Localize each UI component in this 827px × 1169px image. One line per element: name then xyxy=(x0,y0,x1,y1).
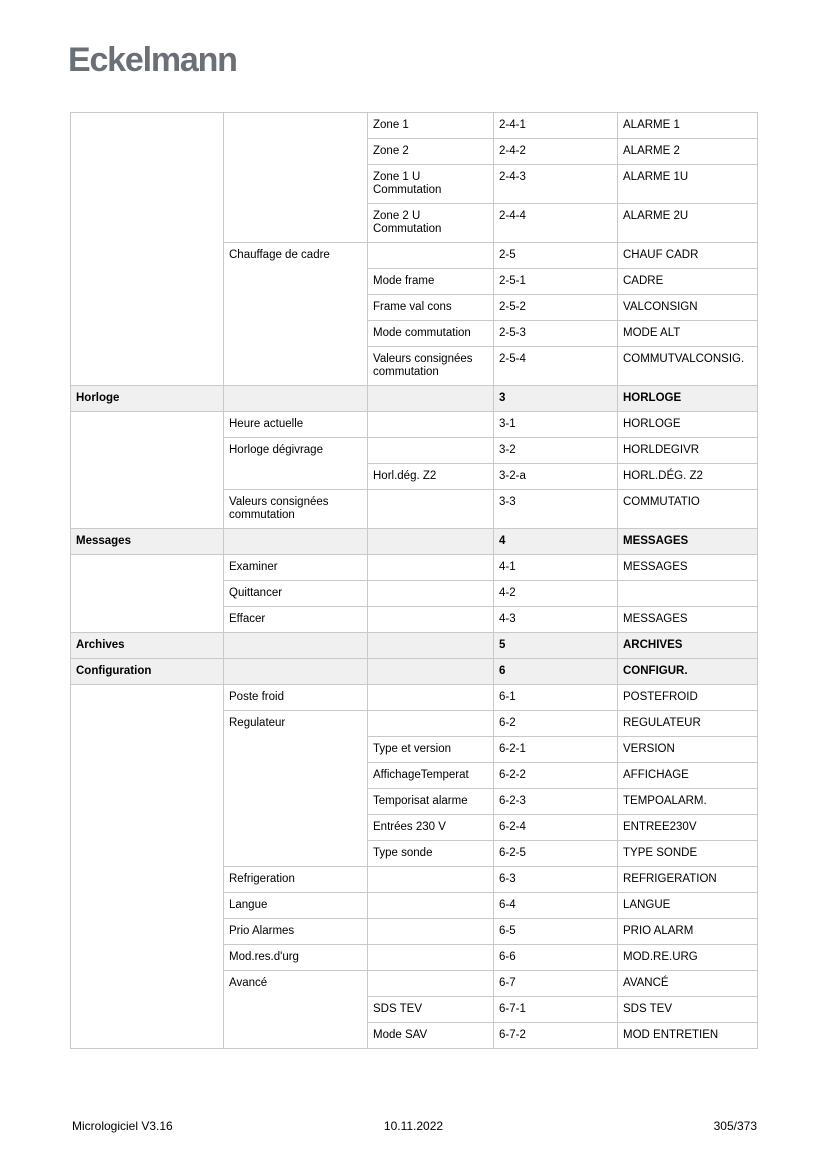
cell-menu-level-3 xyxy=(368,919,494,945)
cell-display-text: TEMPOALARM. xyxy=(618,789,758,815)
cell-menu-level-3: Mode frame xyxy=(368,269,494,295)
page-footer xyxy=(70,1118,757,1134)
cell-menu-level-3 xyxy=(368,893,494,919)
cell-menu-level-3: Mode commutation xyxy=(368,321,494,347)
cell-menu-level-2 xyxy=(224,386,368,412)
cell-menu-level-1: Configuration xyxy=(71,659,224,685)
cell-display-text: TYPE SONDE xyxy=(618,841,758,867)
footer-page-number: 305/373 xyxy=(713,1119,757,1133)
cell-menu-level-2: Quittancer xyxy=(224,581,368,607)
cell-menu-level-3: Frame val cons xyxy=(368,295,494,321)
cell-display-text: PRIO ALARM xyxy=(618,919,758,945)
cell-menu-code: 4-2 xyxy=(494,581,618,607)
cell-menu-level-2: Prio Alarmes xyxy=(224,919,368,945)
cell-menu-code: 3-1 xyxy=(494,412,618,438)
cell-menu-level-2: Avancé xyxy=(224,971,368,1049)
cell-menu-level-2: Horloge dégivrage xyxy=(224,438,368,490)
cell-display-text: MESSAGES xyxy=(618,555,758,581)
cell-menu-level-3 xyxy=(368,529,494,555)
cell-menu-level-3: Valeurs consignées commutation xyxy=(368,347,494,386)
cell-display-text: HORLOGE xyxy=(618,412,758,438)
cell-menu-code: 2-5-4 xyxy=(494,347,618,386)
cell-display-text: CONFIGUR. xyxy=(618,659,758,685)
cell-menu-level-3 xyxy=(368,386,494,412)
cell-display-text: COMMUTVALCONSIG. xyxy=(618,347,758,386)
cell-display-text: ENTREE230V xyxy=(618,815,758,841)
cell-menu-level-1 xyxy=(71,685,224,1049)
cell-menu-code: 3 xyxy=(494,386,618,412)
cell-menu-level-3 xyxy=(368,438,494,464)
menu-structure-table xyxy=(70,112,758,1049)
section-row xyxy=(71,529,758,555)
cell-menu-level-3: AffichageTemperat xyxy=(368,763,494,789)
cell-display-text xyxy=(618,581,758,607)
cell-display-text: AFFICHAGE xyxy=(618,763,758,789)
table-row xyxy=(71,113,758,139)
cell-menu-code: 4-3 xyxy=(494,607,618,633)
cell-menu-level-3 xyxy=(368,633,494,659)
cell-menu-code: 6-2-2 xyxy=(494,763,618,789)
cell-menu-level-3: Zone 1 U Commutation xyxy=(368,165,494,204)
cell-menu-level-2: Heure actuelle xyxy=(224,412,368,438)
cell-menu-code: 2-5-3 xyxy=(494,321,618,347)
cell-menu-level-2: Examiner xyxy=(224,555,368,581)
cell-menu-code: 4 xyxy=(494,529,618,555)
cell-display-text: HORL.DÉG. Z2 xyxy=(618,464,758,490)
cell-menu-level-3: Horl.dég. Z2 xyxy=(368,464,494,490)
cell-menu-code: 6-2-5 xyxy=(494,841,618,867)
cell-menu-code: 6-7-1 xyxy=(494,997,618,1023)
cell-display-text: SDS TEV xyxy=(618,997,758,1023)
cell-menu-code: 6-4 xyxy=(494,893,618,919)
cell-menu-level-2 xyxy=(224,529,368,555)
cell-menu-code: 4-1 xyxy=(494,555,618,581)
cell-menu-level-2: Poste froid xyxy=(224,685,368,711)
cell-menu-code: 6-7-2 xyxy=(494,1023,618,1049)
cell-display-text: ALARME 1 xyxy=(618,113,758,139)
cell-menu-level-2: Refrigeration xyxy=(224,867,368,893)
table-row xyxy=(71,412,758,438)
cell-menu-level-3 xyxy=(368,971,494,997)
cell-menu-level-1 xyxy=(71,412,224,529)
cell-menu-level-3 xyxy=(368,685,494,711)
cell-menu-level-2: Valeurs consignées commutation xyxy=(224,490,368,529)
cell-menu-level-3: Zone 1 xyxy=(368,113,494,139)
cell-menu-level-1 xyxy=(71,113,224,386)
cell-menu-level-1: Horloge xyxy=(71,386,224,412)
cell-display-text: VALCONSIGN xyxy=(618,295,758,321)
cell-menu-code: 3-3 xyxy=(494,490,618,529)
cell-menu-level-3 xyxy=(368,555,494,581)
cell-menu-code: 6-3 xyxy=(494,867,618,893)
cell-menu-level-3 xyxy=(368,412,494,438)
cell-display-text: HORLOGE xyxy=(618,386,758,412)
cell-display-text: REGULATEUR xyxy=(618,711,758,737)
cell-display-text: MODE ALT xyxy=(618,321,758,347)
table-row xyxy=(71,555,758,581)
cell-menu-code: 6-2 xyxy=(494,711,618,737)
table-row xyxy=(71,685,758,711)
cell-menu-level-3: Zone 2 xyxy=(368,139,494,165)
cell-menu-code: 3-2 xyxy=(494,438,618,464)
cell-menu-level-3: SDS TEV xyxy=(368,997,494,1023)
cell-menu-code: 3-2-a xyxy=(494,464,618,490)
cell-menu-level-3: Type sonde xyxy=(368,841,494,867)
cell-menu-level-2: Mod.res.d'urg xyxy=(224,945,368,971)
cell-display-text: COMMUTATIO xyxy=(618,490,758,529)
cell-menu-level-2: Effacer xyxy=(224,607,368,633)
cell-menu-level-3 xyxy=(368,243,494,269)
cell-menu-level-3 xyxy=(368,659,494,685)
footer-date: 10.11.2022 xyxy=(383,1119,444,1133)
cell-display-text: CHAUF CADR xyxy=(618,243,758,269)
section-row xyxy=(71,659,758,685)
cell-display-text: AVANCÉ xyxy=(618,971,758,997)
cell-menu-code: 6-2-3 xyxy=(494,789,618,815)
cell-display-text: POSTEFROID xyxy=(618,685,758,711)
cell-menu-level-3: Temporisat alarme xyxy=(368,789,494,815)
cell-menu-code: 6-5 xyxy=(494,919,618,945)
cell-menu-level-1 xyxy=(71,555,224,633)
cell-menu-level-2: Chauffage de cadre xyxy=(224,243,368,386)
cell-menu-level-1: Messages xyxy=(71,529,224,555)
footer-firmware-version: Micrologiciel V3.16 xyxy=(72,1119,173,1133)
cell-menu-level-3 xyxy=(368,490,494,529)
cell-display-text: ALARME 2U xyxy=(618,204,758,243)
cell-menu-level-3: Mode SAV xyxy=(368,1023,494,1049)
cell-display-text: REFRIGERATION xyxy=(618,867,758,893)
cell-menu-code: 2-5 xyxy=(494,243,618,269)
cell-display-text: HORLDEGIVR xyxy=(618,438,758,464)
cell-menu-code: 6-6 xyxy=(494,945,618,971)
cell-menu-level-2 xyxy=(224,633,368,659)
cell-menu-level-3: Entrées 230 V xyxy=(368,815,494,841)
cell-menu-code: 5 xyxy=(494,633,618,659)
cell-menu-code: 2-4-2 xyxy=(494,139,618,165)
cell-menu-level-3 xyxy=(368,581,494,607)
cell-menu-level-3 xyxy=(368,711,494,737)
cell-menu-level-2 xyxy=(224,659,368,685)
section-row xyxy=(71,633,758,659)
cell-menu-code: 2-4-3 xyxy=(494,165,618,204)
cell-menu-code: 2-4-4 xyxy=(494,204,618,243)
cell-menu-code: 6-1 xyxy=(494,685,618,711)
cell-menu-code: 6-2-4 xyxy=(494,815,618,841)
section-row xyxy=(71,386,758,412)
cell-display-text: MESSAGES xyxy=(618,529,758,555)
cell-menu-level-2: Regulateur xyxy=(224,711,368,867)
cell-display-text: ARCHIVES xyxy=(618,633,758,659)
cell-menu-level-2: Langue xyxy=(224,893,368,919)
cell-menu-level-3: Zone 2 U Commutation xyxy=(368,204,494,243)
cell-display-text: VERSION xyxy=(618,737,758,763)
cell-menu-level-3 xyxy=(368,607,494,633)
cell-menu-code: 2-4-1 xyxy=(494,113,618,139)
cell-display-text: MOD ENTRETIEN xyxy=(618,1023,758,1049)
cell-menu-level-1: Archives xyxy=(71,633,224,659)
company-logo: Eckelmann xyxy=(68,41,237,79)
cell-menu-code: 6 xyxy=(494,659,618,685)
cell-menu-level-3: Type et version xyxy=(368,737,494,763)
cell-menu-code: 6-2-1 xyxy=(494,737,618,763)
cell-menu-code: 2-5-2 xyxy=(494,295,618,321)
cell-display-text: MESSAGES xyxy=(618,607,758,633)
cell-display-text: MOD.RE.URG xyxy=(618,945,758,971)
cell-display-text: ALARME 2 xyxy=(618,139,758,165)
cell-menu-code: 2-5-1 xyxy=(494,269,618,295)
cell-display-text: LANGUE xyxy=(618,893,758,919)
cell-menu-level-3 xyxy=(368,867,494,893)
cell-menu-level-3 xyxy=(368,945,494,971)
cell-display-text: CADRE xyxy=(618,269,758,295)
cell-menu-code: 6-7 xyxy=(494,971,618,997)
cell-display-text: ALARME 1U xyxy=(618,165,758,204)
cell-menu-level-2 xyxy=(224,113,368,243)
